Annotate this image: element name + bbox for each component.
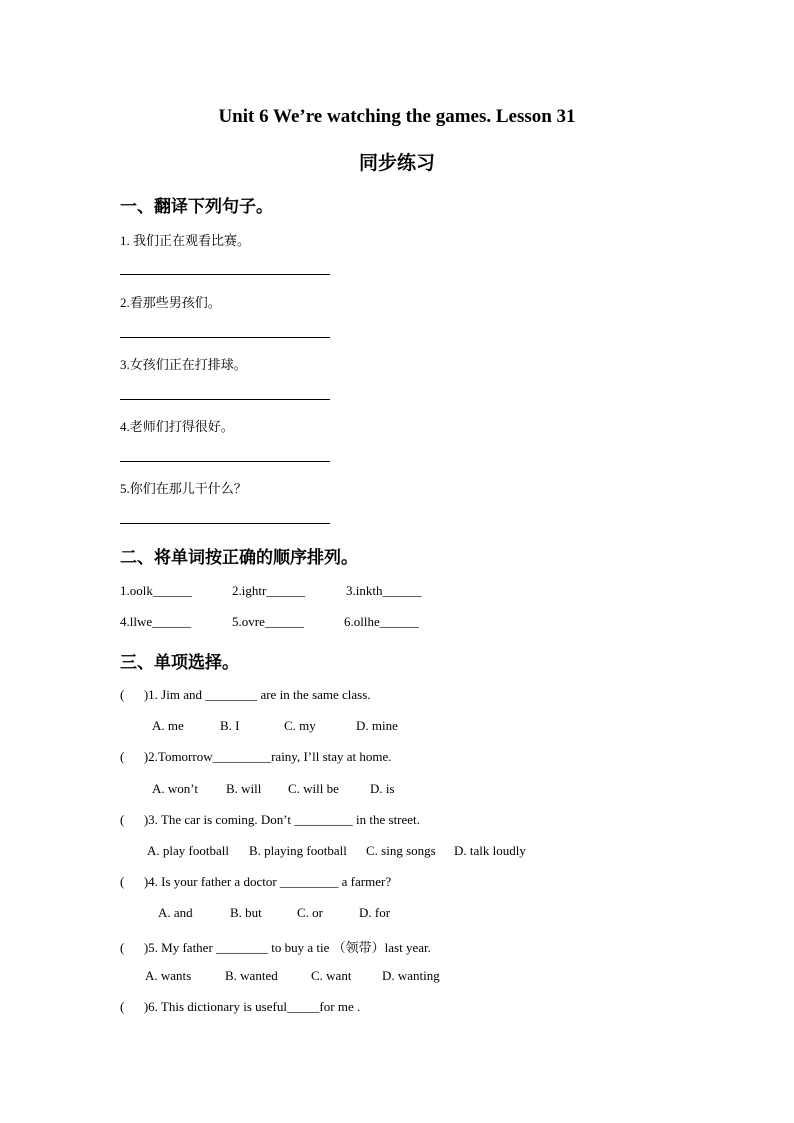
translate-item-2: 2.看那些男孩们。: [120, 295, 221, 310]
translate-item-4: 4.老师们打得很好。: [120, 419, 234, 434]
mc-5-option-a[interactable]: A. wants: [145, 968, 192, 983]
mc-5-option-d[interactable]: D. wanting: [382, 968, 440, 983]
mc-question-2: ( )2.Tomorrow_________rainy, I’ll stay at home.: [120, 749, 392, 764]
scramble-item-6: 6.ollhe______: [344, 614, 419, 629]
scramble-item-3: 3.inkth______: [346, 583, 422, 598]
section-3-heading: 三、单项选择。: [120, 653, 239, 672]
mc-3-option-b[interactable]: B. playing football: [249, 843, 347, 858]
mc-question-6: ( )6. This dictionary is useful_____for me .: [120, 999, 361, 1014]
mc-5-option-c[interactable]: C. want: [311, 968, 352, 983]
answer-line-3[interactable]: [120, 399, 330, 400]
translate-item-3: 3.女孩们正在打排球。: [120, 357, 247, 372]
mc-2-option-d[interactable]: D. is: [370, 781, 395, 796]
answer-line-1[interactable]: [120, 274, 330, 275]
section-1-heading: 一、翻译下列句子。: [120, 197, 273, 216]
mc-question-1: ( )1. Jim and ________ are in the same class.: [120, 687, 371, 702]
mc-2-option-b[interactable]: B. will: [226, 781, 262, 796]
mc-1-option-a[interactable]: A. me: [152, 718, 184, 733]
scramble-item-1: 1.oolk______: [120, 583, 192, 598]
mc-question-3: ( )3. The car is coming. Don’t _________ in the street.: [120, 812, 420, 827]
mc-4-option-c[interactable]: C. or: [297, 905, 323, 920]
mc-2-option-c[interactable]: C. will be: [288, 781, 339, 796]
scramble-item-4: 4.llwe______: [120, 614, 192, 629]
scramble-item-5: 5.ovre______: [232, 614, 304, 629]
mc-1-option-b[interactable]: B. I: [220, 718, 240, 733]
mc-3-option-d[interactable]: D. talk loudly: [454, 843, 526, 858]
answer-line-5[interactable]: [120, 523, 330, 524]
mc-4-option-d[interactable]: D. for: [359, 905, 391, 920]
mc-question-5: ( )5. My father ________ to buy a tie （领带）last year.: [120, 940, 431, 955]
mc-question-4: ( )4. Is your father a doctor _________ a farmer?: [120, 874, 392, 889]
answer-line-2[interactable]: [120, 337, 330, 338]
worksheet-subtitle: 同步练习: [358, 153, 435, 174]
mc-5-option-b[interactable]: B. wanted: [225, 968, 278, 983]
mc-4-option-a[interactable]: A. and: [158, 905, 193, 920]
worksheet-title: Unit 6 We’re watching the games. Lesson 31: [218, 106, 576, 127]
mc-1-option-d[interactable]: D. mine: [356, 718, 398, 733]
scramble-item-2: 2.ightr______: [232, 583, 306, 598]
translate-item-5: 5.你们在那儿干什么？: [120, 481, 247, 496]
mc-1-option-c[interactable]: C. my: [284, 718, 316, 733]
mc-3-option-a[interactable]: A. play football: [147, 843, 229, 858]
mc-4-option-b[interactable]: B. but: [230, 905, 262, 920]
answer-line-4[interactable]: [120, 461, 330, 462]
translate-item-1: 1. 我们正在观看比赛。: [120, 233, 251, 248]
mc-3-option-c[interactable]: C. sing songs: [366, 843, 436, 858]
mc-2-option-a[interactable]: A. won’t: [152, 781, 198, 796]
section-2-heading: 二、将单词按正确的顺序排列。: [120, 548, 358, 567]
